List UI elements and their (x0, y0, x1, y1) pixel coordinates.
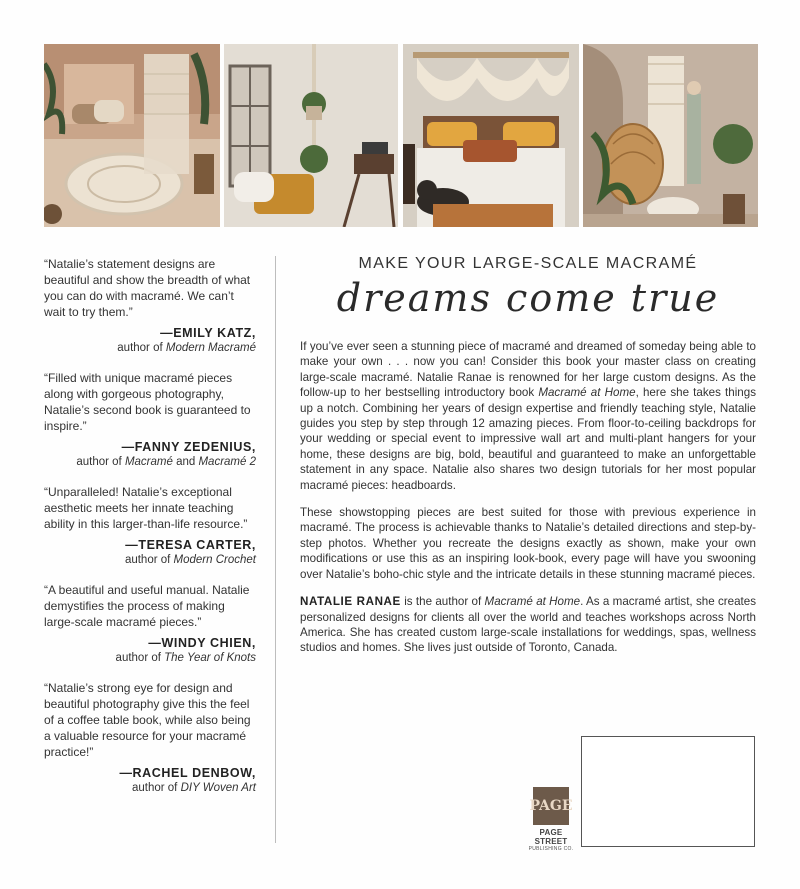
photo-macrame-headboard-bed (403, 44, 579, 227)
quote-author: —TERESA CARTER, (125, 538, 256, 552)
quote-credit: author of Macramé and Macramé 2 (76, 456, 256, 468)
description-paragraph: If you’ve ever seen a stunning piece of macramé and dreamed of someday being able to make your own . . . now you can! Consider this book your master class on creating large-scale macramé. Natalie Ranae is renowned for her large custom designs. As the follow-up to her bestselling introductory book Macramé at Home, here she takes things up a notch. Combining her years of design expertise and friendly teaching style, Natalie guides you step by step through 12 amazing pieces. From floor-to-ceiling backdrops for your wedding or special event to impressive wall art and multi-plant hangers for your home, these designs are big, bold, beautiful and guaranteed to make an unforgettable statement in any space. Natalie also shares two design tutorials for her most popular macramé pieces: headboards. (300, 340, 756, 492)
quote-credit: author of Modern Crochet (124, 554, 256, 566)
photo-macrame-rug-nook (44, 44, 220, 227)
endorsement (44, 582, 256, 664)
quote-credit: author of Modern Macramé (117, 342, 256, 354)
quote-author: —RACHEL DENBOW, (119, 766, 256, 780)
photo-plant-hangers-chair (224, 44, 398, 227)
quote-credit: author of The Year of Knots (115, 652, 256, 664)
author-bio: NATALIE RANAE is the author of Macramé at Home. As a macramé artist, she creates personalized designs for clients all over the world and teaches workshops across North America. She has created custom large-scale installations for weddings, spas, wellness studios and homes. She lives just outside of Toronto, Canada. (300, 595, 757, 655)
description-column (300, 255, 756, 668)
endorsements-column (44, 256, 256, 810)
headline-script: dreams come true (336, 276, 720, 320)
publisher-logo (527, 787, 575, 852)
quote-author: —EMILY KATZ, (160, 326, 256, 340)
quote-text: “Natalie’s statement designs are beautiful and show the breadth of what you can do with macramé. We can’t wait to try them.” (44, 257, 251, 319)
quote-text: “Filled with unique macramé pieces along with gorgeous photography, Natalie’s second book is guaranteed to inspire.” (44, 371, 251, 433)
column-divider (275, 256, 276, 843)
quote-text: “A beautiful and useful manual. Natalie demystifies the process of making large-scale macramé pieces.” (44, 583, 250, 629)
endorsement (44, 256, 256, 354)
photo-strip (44, 44, 758, 227)
publisher-subname: PUBLISHING CO. (528, 846, 574, 852)
description-paragraph: These showstopping pieces are best suited for those with previous experience in macramé. The process is achievable thanks to Natalie’s detailed directions and step-by-step photos. Whether you recreate the designs exactly as shown, make your own modifications or use this as an inspiring look-book, every page will have you swooning over Natalie’s boho-chic style and the intricate details in these stunning macramé pieces. (300, 506, 756, 581)
endorsement (44, 680, 256, 794)
barcode-box (581, 736, 755, 847)
publisher-name: PAGE STREET (534, 828, 568, 846)
quote-author: —WINDY CHIEN, (148, 636, 256, 650)
quote-text: “Unparalleled! Natalie’s exceptional aesthetic meets her innate teaching ability in this larger-than-life resource.” (44, 485, 248, 531)
quote-author: —FANNY ZEDENIUS, (121, 440, 256, 454)
quote-text: “Natalie’s strong eye for design and beautiful photography give this the feel of a coffee table book, while also being a valuable resource for your macramé practice!” (44, 681, 251, 759)
headline-kicker: MAKE YOUR LARGE-SCALE MACRAMÉ (358, 255, 698, 272)
photo-macrame-curtain-peacock-chair (583, 44, 758, 227)
publisher-mark: PAGE (533, 787, 569, 825)
quote-credit: author of DIY Woven Art (131, 782, 256, 794)
endorsement (44, 484, 256, 566)
endorsement (44, 370, 256, 468)
